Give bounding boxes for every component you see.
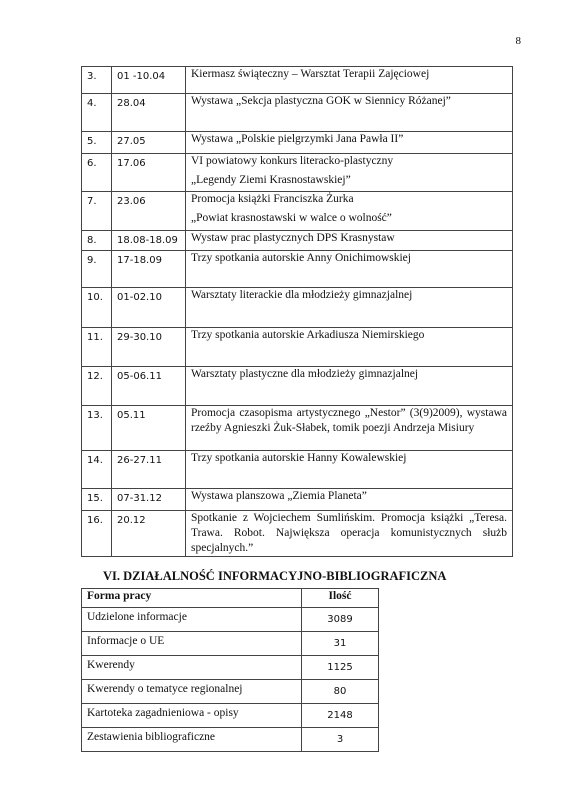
event-date: 17.06 bbox=[112, 154, 186, 192]
column-header-form: Forma pracy bbox=[82, 589, 302, 608]
table-row bbox=[82, 367, 513, 406]
event-description bbox=[186, 192, 513, 231]
work-count: 2148 bbox=[302, 704, 379, 728]
event-description bbox=[186, 67, 513, 94]
table-row bbox=[82, 67, 513, 94]
event-number: 12. bbox=[82, 367, 112, 406]
event-line: „Legendy Ziemi Krasnostawskiej” bbox=[191, 174, 351, 186]
event-number: 16. bbox=[82, 511, 112, 557]
table-row bbox=[82, 451, 513, 489]
event-date: 29-30.10 bbox=[112, 328, 186, 367]
section-title: VI. DZIAŁALNOŚĆ INFORMACYJNO-BIBLIOGRAFICZNA bbox=[103, 569, 447, 583]
event-date: 28.04 bbox=[112, 94, 186, 132]
event-number: 13. bbox=[82, 406, 112, 451]
work-form: Kwerendy bbox=[82, 656, 302, 680]
event-line: Trzy spotkania autorskie Arkadiusza Niemirskiego bbox=[191, 329, 425, 341]
event-line: Trzy spotkania autorskie Hanny Kowalewskiej bbox=[191, 452, 407, 464]
event-number: 11. bbox=[82, 328, 112, 367]
event-description bbox=[186, 489, 513, 511]
table-row bbox=[82, 231, 513, 251]
table-row bbox=[82, 608, 379, 632]
work-form: Informacje o UE bbox=[82, 632, 302, 656]
table-row bbox=[82, 288, 513, 328]
event-description bbox=[186, 154, 513, 192]
event-line: Warsztaty plastyczne dla młodzieży gimnazjalnej bbox=[191, 368, 419, 380]
event-number: 7. bbox=[82, 192, 112, 231]
page-number: 8 bbox=[515, 35, 521, 47]
table-row bbox=[82, 511, 513, 557]
event-description bbox=[186, 288, 513, 328]
work-form: Udzielone informacje bbox=[82, 608, 302, 632]
event-description bbox=[186, 231, 513, 251]
event-date: 26-27.11 bbox=[112, 451, 186, 489]
event-date: 01 -10.04 bbox=[112, 67, 186, 94]
event-number: 14. bbox=[82, 451, 112, 489]
work-form: Kwerendy o tematyce regionalnej bbox=[82, 680, 302, 704]
table-row bbox=[82, 406, 513, 451]
event-number: 10. bbox=[82, 288, 112, 328]
table-row bbox=[82, 132, 513, 154]
table-row bbox=[82, 192, 513, 231]
event-number: 6. bbox=[82, 154, 112, 192]
table-row bbox=[82, 728, 379, 752]
event-number: 4. bbox=[82, 94, 112, 132]
event-line: Warsztaty literackie dla młodzieży gimnazjalnej bbox=[191, 289, 413, 301]
event-number: 9. bbox=[82, 251, 112, 288]
event-date: 23.06 bbox=[112, 192, 186, 231]
event-date: 05-06.11 bbox=[112, 367, 186, 406]
event-line: Trzy spotkania autorskie Anny Onichimowskiej bbox=[191, 252, 411, 264]
event-line: Wystawa „Polskie pielgrzymki Jana Pawła II” bbox=[191, 133, 404, 145]
event-date: 05.11 bbox=[112, 406, 186, 451]
table-row bbox=[82, 489, 513, 511]
table-header-row bbox=[82, 589, 379, 608]
work-count: 3 bbox=[302, 728, 379, 752]
event-number: 15. bbox=[82, 489, 112, 511]
event-number: 8. bbox=[82, 231, 112, 251]
table-row bbox=[82, 704, 379, 728]
event-date: 27.05 bbox=[112, 132, 186, 154]
event-line: Kiermasz świąteczny – Warsztat Terapii Zajęciowej bbox=[191, 68, 430, 80]
event-date: 18.08-18.09 bbox=[112, 231, 186, 251]
table-row bbox=[82, 94, 513, 132]
table-row bbox=[82, 154, 513, 192]
table-row bbox=[82, 656, 379, 680]
event-date: 17-18.09 bbox=[112, 251, 186, 288]
event-description: Promocja czasopisma artystycznego „Nestor” (3(9)2009), wystawa rzeźby Agnieszki Żuk-Słabek, tomik poezji Andrzeja Misiury bbox=[186, 406, 513, 451]
event-date: 07-31.12 bbox=[112, 489, 186, 511]
work-count: 1125 bbox=[302, 656, 379, 680]
event-description: Spotkanie z Wojciechem Sumlińskim. Promocja książki „Teresa. Trawa. Robot. Największa operacja komunistycznych służb specjalnych.” bbox=[186, 511, 513, 557]
event-line: Wystawa planszowa „Ziemia Planeta” bbox=[191, 490, 367, 502]
event-number: 3. bbox=[82, 67, 112, 94]
work-form: Zestawienia bibliograficzne bbox=[82, 728, 302, 752]
event-description bbox=[186, 367, 513, 406]
work-count: 31 bbox=[302, 632, 379, 656]
work-form: Kartoteka zagadnieniowa - opisy bbox=[82, 704, 302, 728]
event-line: „Powiat krasnostawski w walce o wolność” bbox=[191, 212, 392, 224]
table-row bbox=[82, 251, 513, 288]
event-date: 01-02.10 bbox=[112, 288, 186, 328]
event-line: Wystaw prac plastycznych DPS Krasnystaw bbox=[191, 232, 395, 244]
event-number: 5. bbox=[82, 132, 112, 154]
table-row bbox=[82, 328, 513, 367]
work-count: 80 bbox=[302, 680, 379, 704]
event-description bbox=[186, 451, 513, 489]
event-description bbox=[186, 251, 513, 288]
event-line: Wystawa „Sekcja plastyczna GOK w Siennicy Różanej” bbox=[191, 95, 451, 107]
table-row bbox=[82, 680, 379, 704]
event-description bbox=[186, 328, 513, 367]
event-description bbox=[186, 132, 513, 154]
event-description bbox=[186, 94, 513, 132]
event-line: VI powiatowy konkurs literacko-plastyczny bbox=[191, 155, 394, 167]
event-date: 20.12 bbox=[112, 511, 186, 557]
table-row bbox=[82, 632, 379, 656]
work-count: 3089 bbox=[302, 608, 379, 632]
event-line: Promocja książki Franciszka Żurka bbox=[191, 193, 354, 205]
events-table bbox=[81, 66, 513, 557]
bibliography-table bbox=[81, 588, 379, 752]
column-header-count: Ilość bbox=[302, 589, 379, 608]
